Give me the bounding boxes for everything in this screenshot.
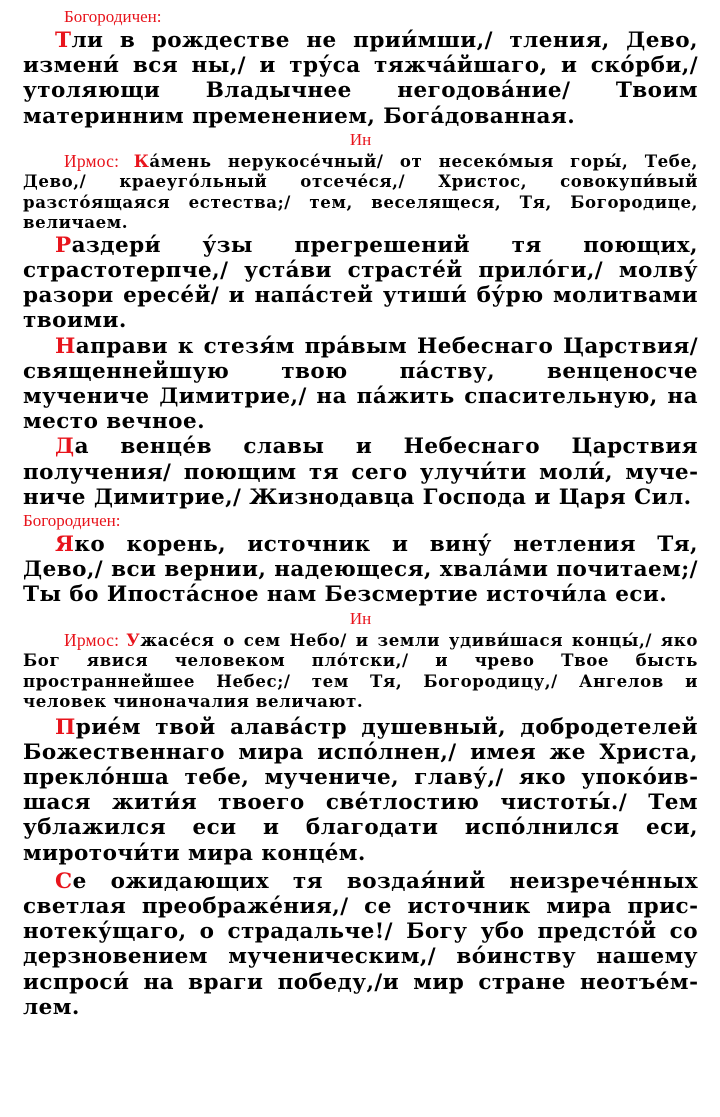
irmos-label: Ирмос:: [64, 629, 127, 650]
initial-letter: Д: [55, 434, 75, 460]
troparion-verse: [23, 715, 698, 866]
verse-text: аздери́ у́зы прегрешений тя поющих, страстотерпче,/ уста́ви страсте́й прило́ги,/ молву́ разори ересе́й/ и напа́стей утиши́ бу́рю молитвами твоими.: [23, 232, 698, 334]
troparion-verse: [23, 233, 698, 334]
verse-text: а́мень нерукосе́чный/ от несеко́мыя горы́, Тебе, Дево,/ краеуго́льный отсече́ся,/ Христос, совокупи́вый разсто́ящаяся естества;/ тем, веселящеся, Тя, Богородице, величаем.: [23, 150, 698, 233]
irmos-label: Ирмос:: [64, 150, 134, 171]
verse-text: е ожидающих тя воздая́ний неизрече́нных светлая преображе́ния,/ се источник мира приснотеку́щаго, о страдальче!/ Богу убо предсто́й со дерзновением мученическим,/ во́инству нашему испроси́ на враги победу,/и мир стране неотъе́млем.: [23, 868, 698, 1020]
troparion-verse: [23, 532, 698, 608]
verse-text: жасе́ся о сем Небо/ и земли удиви́шася концы́,/ яко Бог явися человеком пло́тски,/ и чрево Твое бысть пространнейшее Небес;/ тем Тя, Богородицу,/ Ангелов и человек чиноначалия величают.: [23, 629, 698, 712]
initial-letter: П: [55, 714, 76, 740]
verse-text: рие́м твой алава́стр душевный, добродетелей Божественнаго мира испо́лнен,/ имея же Христа, прекло́нша тебе, мучениче, главу́,/ яко упоко́ившася жити́я твоего све́тлостию чистоты́./ Тем ублажился еси и благодати испо́лнился еси, мироточи́ти мира конце́м.: [23, 714, 698, 866]
section-heading: Богородичен:: [23, 511, 121, 531]
verse-text: а венце́в славы и Небеснаго Царствия получения/ поющим тя сего улучи́ти моли́, мучениче Димитрие,/ Жизнодавца Господа и Царя Сил.: [23, 434, 698, 510]
initial-letter: Я: [55, 532, 75, 558]
troparion-verse: [23, 334, 698, 435]
verse-text: ко корень, источник и вину́ нетления Тя, Дево,/ вси вернии, надеющеся, хвала́ми почитаем;/ Ты бо Ипоста́сное нам Безсмертие источи́ла еси.: [23, 532, 698, 608]
verse-text: аправи к стезя́м пра́вым Небеснаго Царствия/ священнейшую твою па́ству, венценосче мучениче Димитрие,/ на па́жить спасительную, на место вечное.: [23, 333, 698, 435]
verse-text: ли в рождестве не прии́мши,/ тления, Дево, измени́ вся ны,/ и тру́са тяжча́йшаго, и ско́рби,/ утоляющи Владычнее негодова́ние/ Твоим материнним пременением, Бога́дованная.: [23, 28, 698, 129]
troparion-verse: [23, 434, 698, 510]
irmos-verse: [23, 630, 698, 712]
irmos-verse: [23, 151, 698, 233]
initial-letter: Т: [55, 28, 72, 53]
troparion-verse: [23, 869, 698, 1020]
initial-letter: С: [55, 868, 73, 894]
section-heading-in: Ин: [349, 129, 372, 149]
initial-letter: Н: [55, 333, 76, 359]
troparion-verse: [23, 28, 698, 129]
section-heading: Богородичен:: [64, 7, 162, 26]
initial-letter: У: [126, 629, 141, 650]
section-heading-in: Ин: [349, 608, 372, 628]
initial-letter: К: [133, 150, 150, 171]
initial-letter: Р: [55, 232, 72, 258]
